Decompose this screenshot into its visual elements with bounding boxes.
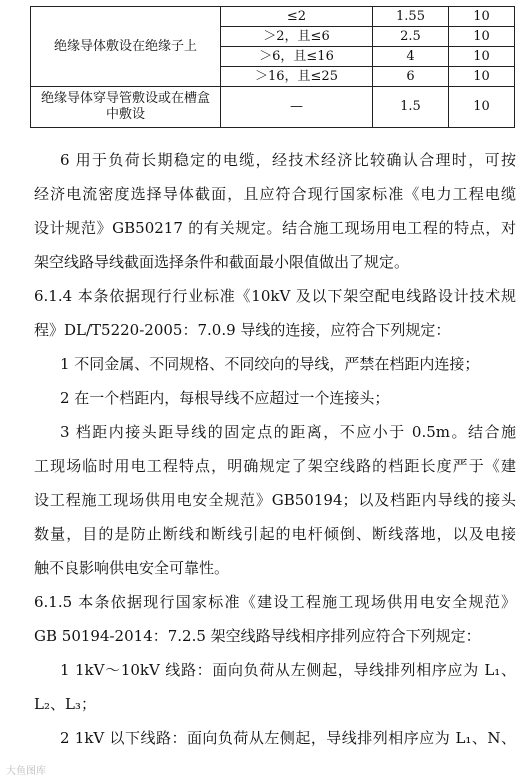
value-cell: 10 [449, 47, 515, 67]
body-line: 设计规范》GB50217 的有关规定。结合施工现场用电工程的特点，对 [34, 219, 516, 237]
body-line: 架空线路导线截面选择条件和截面最小限值做出了规定。 [34, 253, 410, 271]
group2-label [31, 87, 221, 128]
body-line: 6.1.4 本条依据现行行业标准《10kV 及以下架空配电线路设计技术规 [34, 287, 516, 305]
body-line: 1 1kV～10kV 线路：面向负荷从左侧起，导线排列相序应为 L₁、 [60, 661, 516, 679]
body-line: 数量，目的是防止断线和断线引起的电杆倾倒、断线落地，以及电接 [34, 525, 516, 543]
value-cell: 6 [373, 67, 449, 87]
range-cell: ＞6，且≤16 [221, 47, 373, 67]
table-row [31, 7, 515, 27]
table-row [31, 87, 515, 128]
value-cell: 10 [449, 87, 515, 128]
body-line: 设工程施工现场供用电安全规范》GB50194；以及档距内导线的接头 [34, 491, 516, 509]
range-cell: ≤2 [221, 7, 373, 27]
range-cell: ＞16，且≤25 [221, 67, 373, 87]
body-line: 触不良影响供电安全可靠性。 [34, 559, 230, 577]
group2-label-line1: 绝缘导体穿导管敷设或在槽盒 [40, 91, 210, 106]
body-line: 2 在一个档距内，每根导线不应超过一个连接头； [60, 389, 390, 407]
body-line: 工现场临时用电工程特点，明确规定了架空线路的档距长度严于《建 [34, 457, 516, 475]
value-cell: 1.5 [373, 87, 449, 128]
group1-label: 绝缘导体敷设在绝缘子上 [31, 7, 221, 87]
body-line: 6.1.5 本条依据现行国家标准《建设工程施工现场供用电安全规范》 [34, 593, 516, 611]
value-cell: 10 [449, 7, 515, 27]
group2-label-line2: 中敷设 [105, 107, 145, 122]
watermark: 大鱼图库 [6, 766, 46, 777]
body-line: 1 不同金属、不同规格、不同绞向的导线，严禁在档距内连接； [60, 355, 480, 373]
body-line: L₂、L₃； [34, 695, 96, 713]
value-cell: 10 [449, 67, 515, 87]
range-cell: ＞2，且≤6 [221, 27, 373, 47]
range-cell: — [221, 87, 373, 128]
value-cell: 1.55 [373, 7, 449, 27]
value-cell: 10 [449, 27, 515, 47]
body-line: GB 50194-2014：7.2.5 架空线路导线相序排列应符合下列规定： [34, 627, 481, 645]
body-line: 6 用于负荷长期稳定的电缆，经技术经济比较确认合理时，可按 [60, 151, 516, 169]
body-line: 程》DL/T5220-2005：7.0.9 导线的连接，应符合下列规定： [34, 321, 451, 339]
body-line: 2 1kV 以下线路：面向负荷从左侧起，导线排列相序应为 L₁、N、 [60, 729, 516, 747]
value-cell: 4 [373, 47, 449, 67]
body-line: 经济电流密度选择导体截面，且应符合现行国家标准《电力工程电缆 [34, 185, 516, 203]
value-cell: 2.5 [373, 27, 449, 47]
conductor-section-table [30, 6, 515, 128]
body-line: 3 档距内接头距导线的固定点的距离，不应小于 0.5m。结合施 [60, 423, 516, 441]
